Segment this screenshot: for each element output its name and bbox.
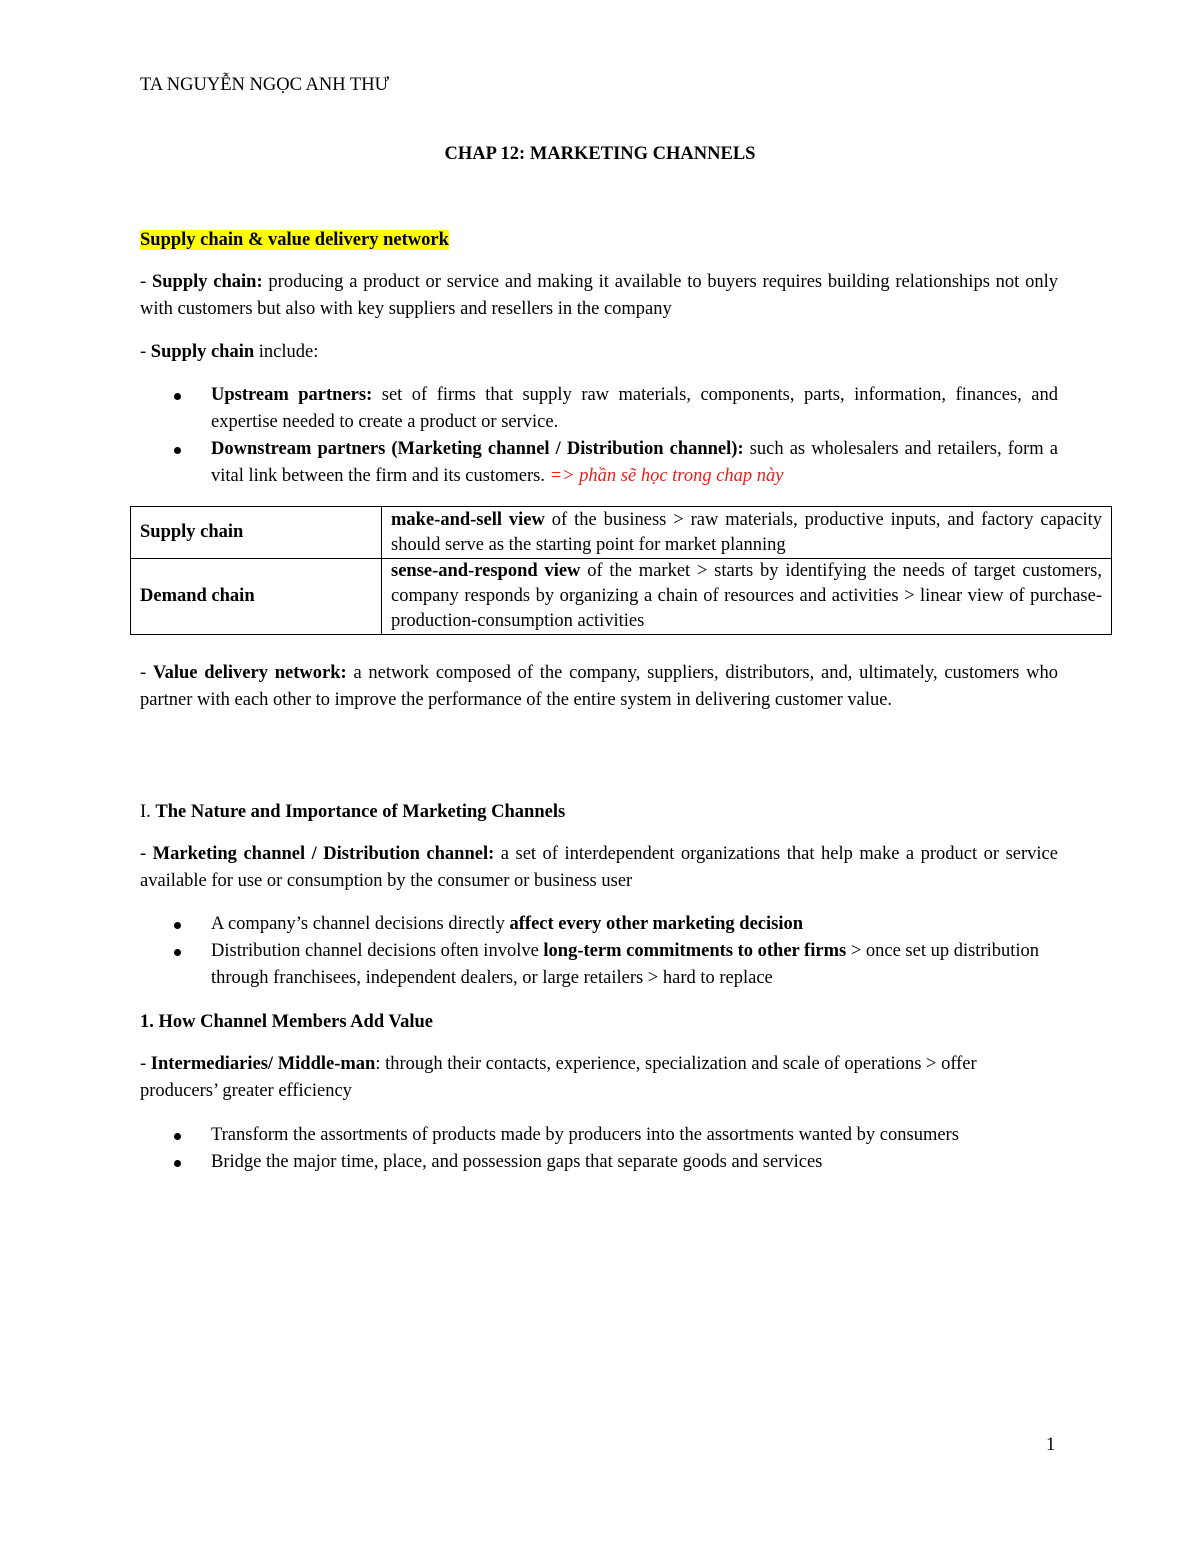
term-intermediaries: Intermediaries/ Middle-man (150, 1054, 376, 1074)
supply-chain-definition (140, 269, 1058, 323)
subsection-title: 1. How Channel Members Add Value (140, 1012, 433, 1032)
dash: - (140, 1054, 151, 1074)
supply-chain-include (140, 339, 1058, 366)
section-title: The Nature and Importance of Marketing Channels (155, 802, 566, 822)
partners-list (140, 382, 1058, 490)
value-delivery-network (140, 660, 1058, 714)
row-description (382, 507, 1112, 559)
list-item (140, 1122, 1058, 1149)
study-note: => phần sẽ học trong chap này (549, 466, 784, 486)
term-value-network: Value delivery network: (152, 663, 347, 683)
section-number: I. (140, 802, 156, 822)
table-row (131, 507, 1112, 559)
section-heading-nature (140, 799, 1058, 826)
dash: - (140, 844, 153, 864)
highlighted-heading: Supply chain & value delivery network (140, 230, 449, 250)
bullet-icon (174, 393, 181, 400)
include-text: include: (254, 342, 319, 362)
list-item-upstream (140, 382, 1058, 436)
channel-decisions-list (140, 911, 1058, 992)
term-upstream: Upstream partners: (211, 385, 373, 405)
item-emphasis: affect every other marketing decision (509, 914, 804, 934)
marketing-channel-definition (140, 841, 1058, 895)
intermediaries-paragraph (140, 1051, 1058, 1105)
view-term: make-and-sell view (391, 509, 545, 530)
item-text: A company’s channel decisions directly (211, 914, 510, 934)
item-text-after: > once set up distribution through franchisees, independent dealers, or large retailers > hard to replace (211, 941, 1040, 988)
item-text: Transform the assortments of products made by producers into the assortments wanted by consumers (211, 1125, 959, 1145)
row-label: Supply chain (131, 507, 382, 559)
term-supply-chain: Supply chain: (151, 272, 263, 292)
item-emphasis: long-term commitments to other firms (543, 941, 847, 961)
definition-text: a set of interdependent organizations that help make a product or service available for use or consumption by the consumer or business user (140, 844, 1058, 891)
bullet-icon (174, 447, 181, 454)
dash: - (140, 663, 153, 683)
row-description (382, 559, 1112, 635)
value-network-text: a network composed of the company, suppliers, distributors, and, ultimately, customers who partner with each other to improve the performance of the entire system in delivering customer value. (140, 663, 1058, 710)
bullet-icon (174, 949, 181, 956)
page-number: 1 (1046, 1435, 1056, 1455)
term-downstream: Downstream partners (Marketing channel / Distribution channel): (211, 439, 744, 459)
term-supply-chain: Supply chain (150, 342, 255, 362)
item-text: Distribution channel decisions often involve (211, 941, 544, 961)
bullet-icon (174, 1160, 181, 1167)
downstream-text: such as wholesalers and retailers, form a vital link between the firm and its customers. (211, 439, 1058, 486)
intermediaries-text: : through their contacts, experience, specialization and scale of operations > offer producers’ greater efficiency (140, 1054, 977, 1101)
view-text: of the market > starts by identifying the needs of target customers, company responds by organizing a chain of resources and activities > linear view of purchase-production-consumption activities (391, 561, 1103, 631)
table-row (131, 559, 1112, 635)
row-label: Demand chain (131, 559, 382, 635)
dash: - (140, 272, 152, 292)
list-item (140, 938, 1058, 992)
list-item (140, 1149, 1058, 1176)
chain-comparison-table (130, 506, 1112, 635)
page-header: TA NGUYỄN NGỌC ANH THƯ (140, 75, 389, 95)
bullet-icon (174, 1133, 181, 1140)
view-term: sense-and-respond view (391, 561, 581, 581)
list-item (140, 911, 1058, 938)
page-title: CHAP 12: MARKETING CHANNELS (444, 144, 756, 164)
item-text: Bridge the major time, place, and possession gaps that separate goods and services (211, 1152, 823, 1172)
upstream-text: set of firms that supply raw materials, components, parts, information, finances, and expertise needed to create a product or service. (211, 385, 1058, 432)
dash: - (140, 342, 151, 362)
definition-text: producing a product or service and making it available to buyers requires building relationships not only with customers but also with key suppliers and resellers in the company (140, 272, 1058, 319)
list-item-downstream (140, 436, 1058, 490)
view-text: of the business > raw materials, productive inputs, and factory capacity should serve as the starting point for market planning (391, 509, 1102, 555)
section-heading-supply (140, 227, 1058, 254)
subsection-heading (140, 1009, 1058, 1036)
bullet-icon (174, 922, 181, 929)
intermediary-functions-list (140, 1122, 1058, 1176)
term-marketing-channel: Marketing channel / Distribution channel: (152, 844, 495, 864)
